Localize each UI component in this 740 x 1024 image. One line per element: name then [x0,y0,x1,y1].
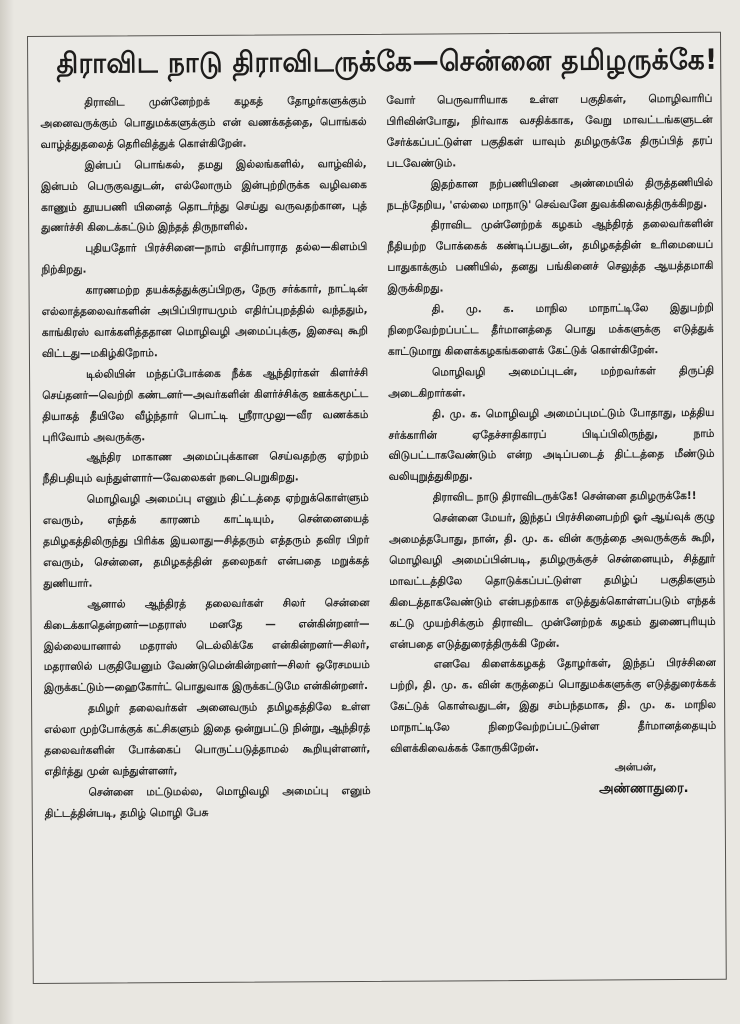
signoff: அன்பன், [614,762,657,774]
paragraph: சென்னை மட்டுமல்ல, மொழிவழி அமைப்பு எனும் திட்டத்தின்படி, தமிழ் மொழி பேசு [44,784,371,820]
paragraph: மொழிவழி அமைப்புடன், மற்றவர்கள் திருப்தி அடைகிறார்கள். [388,364,715,400]
newspaper-page [27,32,727,984]
article-body [40,89,717,973]
paragraph: தி. மு. க. மாநில மாநாட்டிலே இதுபற்றி நிறைவேற்றப்பட்ட தீர்மானத்தை பொது மக்களுக்கு எடுத்துக் காட்டுமாறு கிளைக்கழகங்களைக் கேட்டுக் கொள்கிறேன். [387,301,714,358]
paragraph: தி. மு. க. மொழிவழி அமைப்புமட்டும் போதாது, மத்திய சர்க்காரின் ஏதேச்சாதிகாரப் பிடிப்பிலிருந்து, நாம் விடுபட்டாகவேண்டும் என்ற அடிப்படைத் திட்டத்தை மீண்டும் வலியுறுத்துகிறது. [388,406,715,484]
paragraph: புதியதோர் பிரச்சினை—நாம் எதிர்பாராத தல்ல—கிளம்பி நிற்கிறது. [41,241,368,277]
paragraph: ஆனால் ஆந்திரத் தலைவர்கள் சிலர் சென்னை கிடைக்காதென்றனர்—மதராஸ் மனதே — என்கின்றனர்—இல்லையானால் மதராஸ் டெல்லிக்கே என்கின்றனர்—சிலர், மதராஸில் பகுதியேனும் வேண்டுமென்கின்றனர்—சிலர் ஒரேசமயம் இருக்கட்டும்—ஹைகோர்ட் பொதுவாக இருக்கட்டுமே என்கின்றனர். [43,596,370,695]
paragraph: திராவிட முன்னேற்றக் கழகம் ஆந்திரத் தலைவர்களின் நீதியற்ற போக்கைக் கண்டிப்பதுடன், தமிழகத்தின் உரிமையைப் பாதுகாக்கும் பணியில், தனது பங்கினைச் செலுத்த ஆயத்தமாகி இருக்கிறது. [387,218,714,295]
paragraph: தமிழர் தலைவர்கள் அனைவரும் தமிழகத்திலே உள்ள எல்லா முற்போக்குக் கட்சிகளும் இதை ஒன்றுபட்டு நின்று, ஆந்திரத் தலைவர்களின் போக்கைப் பொருட்படுத்தாமல் கூறியுள்ளனர், எதிர்த்து முன் வந்துள்ளனர், [44,701,371,778]
paragraph: திராவிட நாடு திராவிடருக்கே! சென்னை தமிழருக்கே!! [432,490,697,504]
signature: அண்ணாதுரை. [599,780,689,797]
left-column [40,91,371,973]
paragraph: டில்லியின் மந்தப்போக்கை நீக்க ஆந்திரர்கள் கிளர்ச்சி செய்தனர்—வெற்றி கண்டனர்—அவர்களின் கிளர்ச்சிக்கு ஊக்கமூட்ட தியாகத் தீயிலே வீழ்ந்தார் பொட்டி ஸ்ரீராமுலு—வீர வணக்கம் புரிவோம் அவருக்கு. [42,366,369,444]
paragraph: காரணமற்ற தயக்கத்துக்குப்பிறகு, நேரு சர்க்கார், நாட்டின் எல்லாத்தலைவர்களின் அபிப்பிராயமும் எதிர்ப்புறத்தில் வந்ததும், காங்கிரஸ் வாக்களித்ததான மொழிவழி அமைப்புக்கு, இசைவு கூறி விட்டது—மகிழ்கிறோம். [41,283,368,360]
book-spine-shadow [0,0,14,1024]
paragraph: இதற்கான நற்பணியினை அண்மையில் திருத்தணியில் நடந்தேறிய, 'எல்லை மாநாடு' செவ்வனே துவக்கிவைத்திருக்கிறது. [387,176,713,212]
paragraph: திராவிட முன்னேற்றக் கழகத் தோழர்களுக்கும் அனைவருக்கும் பொதுமக்களுக்கும் என் வணக்கத்தை, பொங்கல் வாழ்த்துதலைத் தெரிவித்துக் கொள்கிறேன். [40,94,367,151]
paragraph: எனவே கிளைக்கழகத் தோழர்கள், இந்தப் பிரச்சினை பற்றி, தி. மு. க. வின் கருத்தைப் பொதுமக்களுக்கு எடுத்துரைக்கக் கேட்டுக் கொள்வதுடன், இது சம்பந்தமாக, தி. மு. க. மாநில மாநாட்டிலே நிறைவேற்றப்பட்டுள்ள தீர்மானத்தையும் விளக்கிவைக்கக் கோருகிறேன். [389,657,717,755]
paragraph: வோர் பெருவாரியாக உள்ள பகுதிகள், மொழிவாரிப் பிரிவின்போது, நிர்வாக வசதிக்காக, வேறு மாவட்டங்களுடன் சேர்க்கப்பட்டுள்ள பகுதிகள் யாவும் தமிழருக்கே திருப்பித் தரப் படவேண்டும். [386,92,713,170]
paragraph: சென்னை மேயர், இந்தப் பிரச்சினைபற்றி ஓர் ஆய்வுக் குழு அமைத்தபோது, நான், தி. மு. க. வின் கருத்தை அவருக்குக் கூறி, மொழிவழி அமைப்பின்படி, தமிழருக்குச் சென்னையும், சித்தூர் மாவட்டத்திலே தொடுக்கப்பட்டுள்ள தமிழ்ப் பகுதிகளும் கிடைத்தாகவேண்டும் என்பதற்காக எடுத்துக்கொள்ளப்படும் எந்தக் கட்டு முயற்சிக்கும் திராவிட முன்னேற்றக் கழகம் துணைபுரியும் என்பதை எடுத்துரைத்திருக்கி றேன். [389,510,716,651]
right-column-paragraphs [386,89,716,760]
paragraph: இன்பப் பொங்கல், தமது இல்லங்களில், வாழ்வில், இன்பம் பெருகுவதுடன், எல்லோரும் இன்புற்றிருக்க வழிவகை காணும் தூயபணி யினைத் தொடர்ந்து செய்து வருவதற்கான, புத் துணர்ச்சி கிடைக்கட்டும் இந்தத் திருநாளில். [40,157,368,235]
paragraph: மொழிவழி அமைப்பு எனும் திட்டத்தை ஏற்றுக்கொள்ளும் எவரும், எந்தக் காரணம் காட்டியும், சென்னையைத் தமிழகத்திலிருந்து பிரிக்க இயலாது—சித்தரும் எத்தரும் தவிர பிறர் எவரும், சென்னை, தமிழகத்தின் தலைநகர் என்பதை மறுக்கத் துணியார். [42,492,370,590]
right-column [386,89,717,971]
headline: திராவிட நாடு திராவிடருக்கே—சென்னை தமிழருக்கே! [56,42,718,80]
paragraph: ஆந்திர மாகாண அமைப்புக்கான செய்வதற்கு ஏற்றம் நீதிபதியும் வந்துள்ளார்—வேலைகள் நடைபெறுகிறது. [42,450,369,486]
